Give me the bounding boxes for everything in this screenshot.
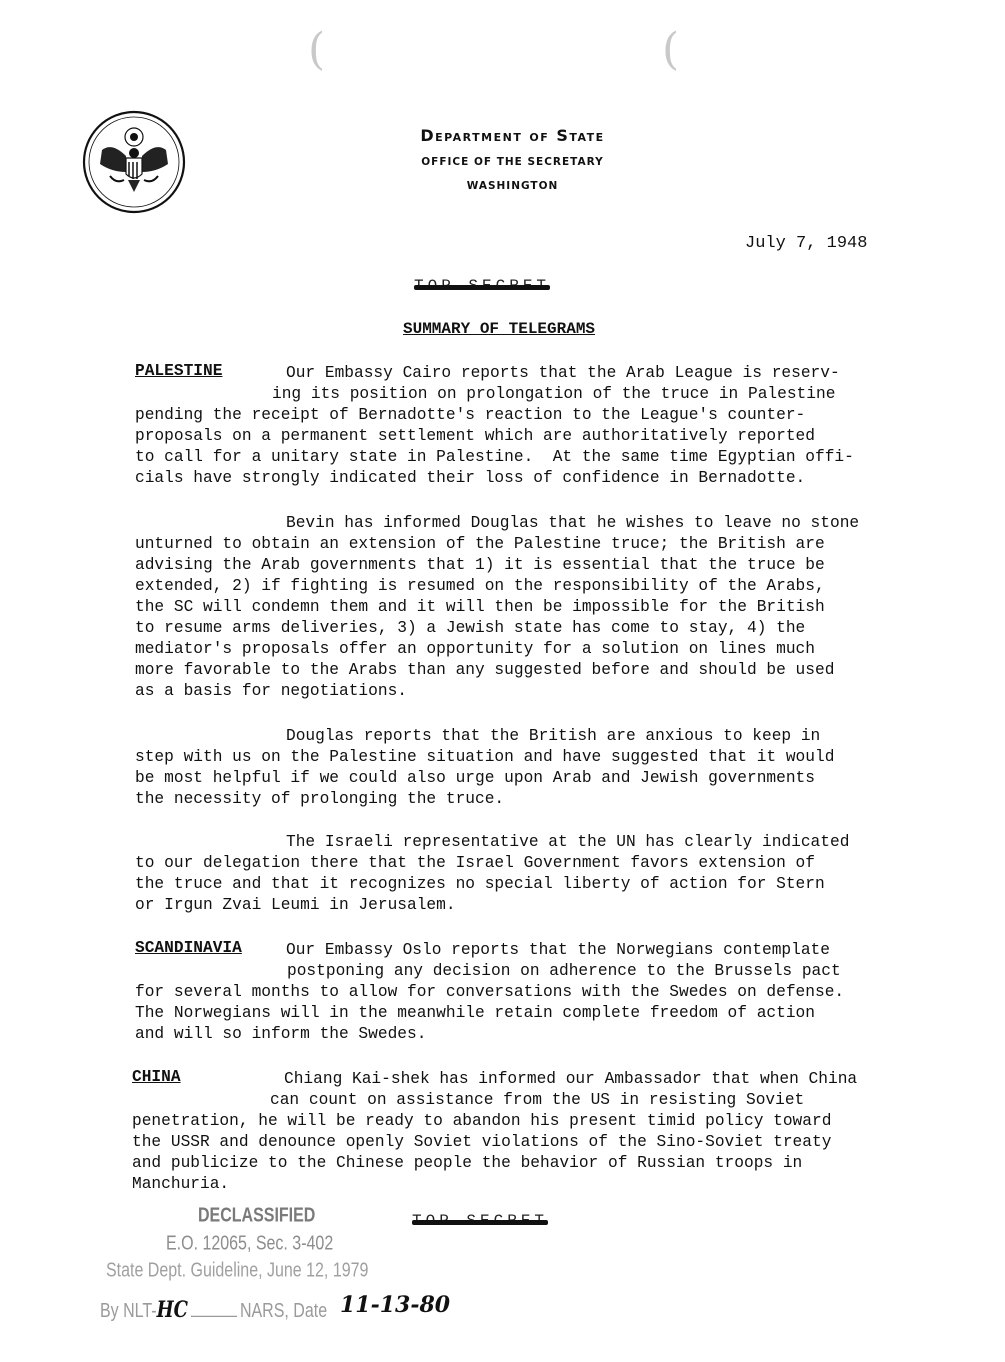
body-line: to resume arms deliveries, 3) a Jewish state has come to stay, 4) the — [135, 619, 806, 637]
section-heading-china: CHINA — [132, 1068, 181, 1086]
section-heading-scandinavia: SCANDINAVIA — [135, 939, 242, 957]
authorization-line — [100, 1297, 327, 1323]
authorization-middle: NARS, Date — [239, 1300, 328, 1322]
document-title: SUMMARY OF TELEGRAMS — [403, 320, 596, 338]
body-line: penetration, he will be ready to abandon his present timid policy toward — [132, 1112, 832, 1130]
body-line: and will so inform the Swedes. — [135, 1025, 427, 1043]
body-line: can count on assistance from the US in resisting Soviet — [270, 1091, 805, 1109]
executive-order-reference: E.O. 12065, Sec. 3-402 — [166, 1233, 334, 1255]
body-line: the necessity of prolonging the truce. — [135, 790, 505, 808]
body-line: Our Embassy Cairo reports that the Arab League is reserv- — [286, 364, 840, 382]
guideline-reference: State Dept. Guideline, June 12, 1979 — [106, 1260, 369, 1282]
body-line: to our delegation there that the Israel Government favors extension of — [135, 854, 815, 872]
body-line: the SC will condemn them and it will then be impossible for the British — [135, 598, 825, 616]
body-line: extended, 2) if fighting is resumed on the responsibility of the Arabs, — [135, 577, 825, 595]
body-line: Manchuria. — [132, 1175, 230, 1193]
body-line: postponing any decision on adherence to the Brussels pact — [287, 962, 841, 980]
authorization-prefix: By NLT- — [100, 1300, 157, 1322]
body-line: the truce and that it recognizes no special liberty of action for Stern — [135, 875, 825, 893]
declassified-label: DECLASSIFIED — [198, 1205, 316, 1227]
declassification-date: 11-13-80 — [340, 1292, 451, 1318]
body-line: be most helpful if we could also urge upon Arab and Jewish governments — [135, 769, 815, 787]
body-line: ing its position on prolongation of the truce in Palestine — [272, 385, 836, 403]
office-name: OFFICE OF THE SECRETARY — [421, 156, 604, 168]
body-line: Bevin has informed Douglas that he wishes to leave no stone — [286, 514, 860, 532]
body-line: unturned to obtain an extension of the Palestine truce; the British are — [135, 535, 825, 553]
margin-mark-left: ( — [308, 24, 326, 75]
reviewer-initials: HC — [156, 1297, 188, 1324]
margin-mark-right: ( — [662, 24, 680, 75]
body-line: the USSR and denounce openly Soviet violations of the Sino-Soviet treaty — [132, 1133, 832, 1151]
body-line: proposals on a permanent settlement which are authoritatively reported — [135, 427, 815, 445]
body-line: as a basis for negotiations. — [135, 682, 407, 700]
body-line: The Norwegians will in the meanwhile retain complete freedom of action — [135, 1004, 815, 1022]
city-name: WASHINGTON — [466, 180, 559, 192]
body-line: advising the Arab governments that 1) it is essential that the truce be — [135, 556, 825, 574]
body-line: Chiang Kai-shek has informed our Ambassador that when China — [284, 1070, 858, 1088]
body-line: to call for a unitary state in Palestine. At the same time Egyptian offi- — [135, 448, 854, 466]
body-line: cials have strongly indicated their loss of confidence in Bernadotte. — [135, 469, 806, 487]
body-line: and publicize to the Chinese people the behavior of Russian troops in — [132, 1154, 803, 1172]
body-line: Douglas reports that the British are anxious to keep in — [286, 727, 821, 745]
body-line: or Irgun Zvai Leumi in Jerusalem. — [135, 896, 456, 914]
body-line: pending the receipt of Bernadotte's reaction to the League's counter- — [135, 406, 806, 424]
body-line: step with us on the Palestine situation and have suggested that it would — [135, 748, 835, 766]
document-date: July 7, 1948 — [745, 234, 868, 253]
section-heading-palestine: PALESTINE — [135, 362, 223, 380]
body-line: more favorable to the Arabs than any suggested before and should be used — [135, 661, 835, 679]
department-name: Department of State — [420, 126, 605, 145]
classification-marking-top — [414, 277, 550, 295]
body-line: Our Embassy Oslo reports that the Norwegians contemplate — [286, 941, 830, 959]
body-line: for several months to allow for conversations with the Swedes on defense. — [135, 983, 845, 1001]
body-line: The Israeli representative at the UN has clearly indicated — [286, 833, 850, 851]
body-line: mediator's proposals offer an opportunity for a solution on lines much — [135, 640, 815, 658]
